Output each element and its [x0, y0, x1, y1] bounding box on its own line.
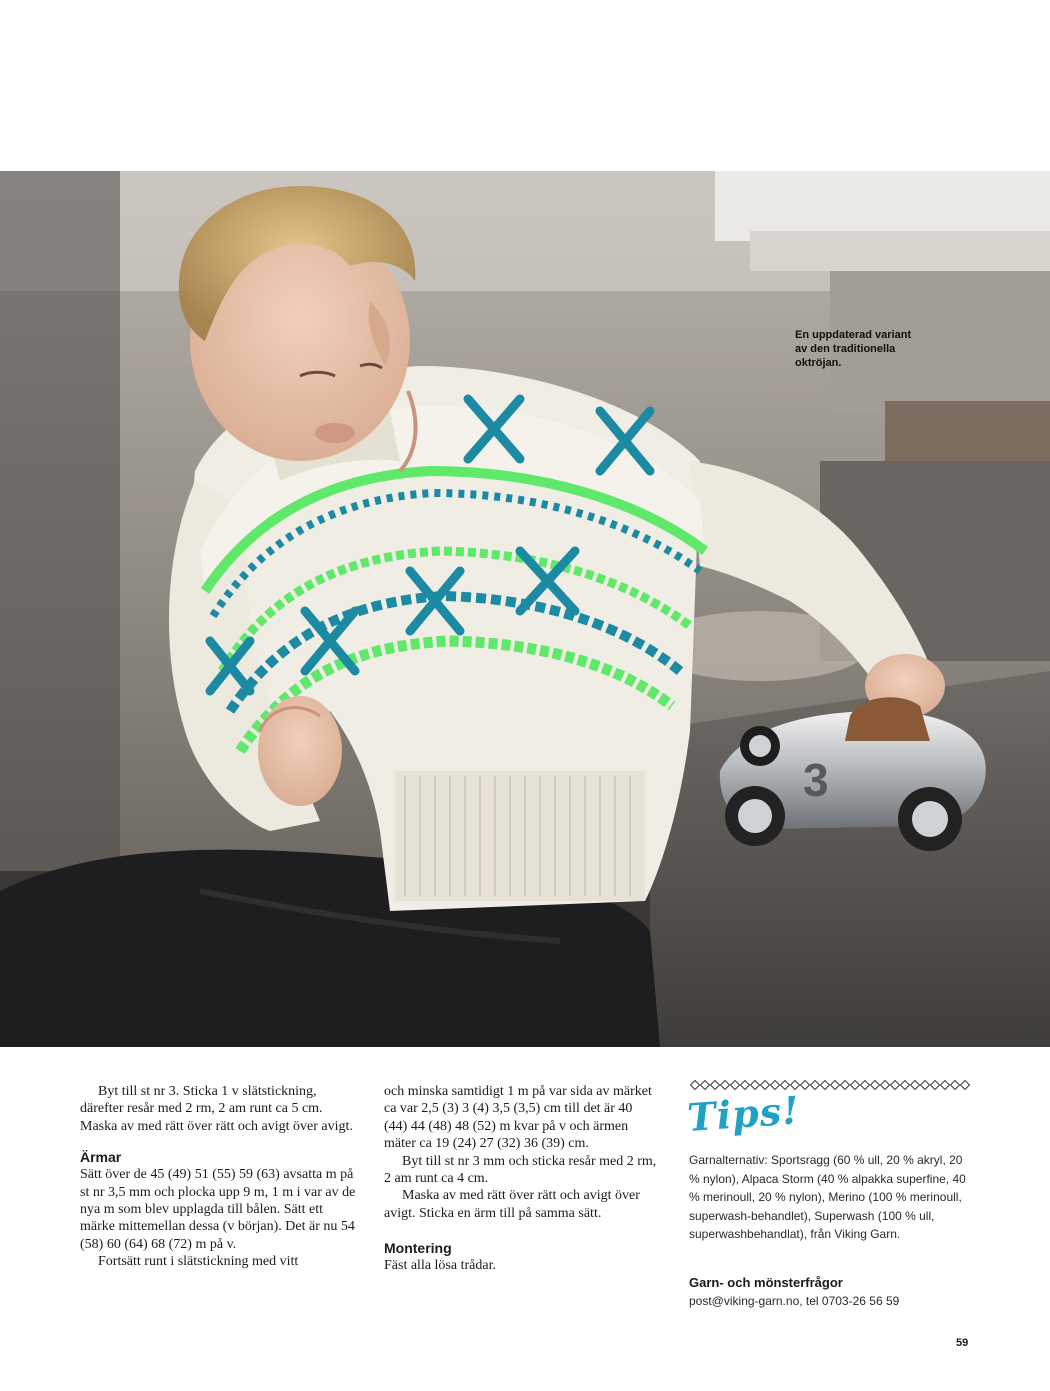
- diamond-ornament: [731, 1081, 740, 1090]
- diamond-ornament: [701, 1081, 710, 1090]
- diamond-ornament: [831, 1081, 840, 1090]
- photo-illustration: [0, 171, 1050, 1047]
- sleeve-paragraph-1: och minska samtidigt 1 m på var sida av märket ca var 2,5 (3) 3 (4) 3,5 (3,5) cm till det är 40 (44) 44 (48) 48 (52) m kvar på v och ärmen mäter ca 19 (24) 27 (32) 36 (39) cm.: [384, 1084, 652, 1152]
- diamond-ornament: [891, 1081, 900, 1090]
- hero-photo: [0, 171, 1050, 1047]
- intro-paragraph: Byt till st nr 3. Sticka 1 v slätstickning, därefter resår med 2 rm, 2 am runt ca 5 cm. Maska av med rätt över rätt och avigt över avigt.: [80, 1084, 353, 1134]
- diamond-ornament: [861, 1081, 870, 1090]
- diamond-ornament: [841, 1081, 850, 1090]
- tips-title: Tips!: [685, 1087, 802, 1140]
- armar-paragraph-1: Sätt över de 45 (49) 51 (55) 59 (63) avsatta m på st nr 3,5 mm och plocka upp 9 m, 1 m i var av de nya m som blev upplagda till bålen. Sätt ett märke mittemellan dessa (v början). Det är nu 54 (58) 60 (64) 68 (72) m på v.: [80, 1167, 356, 1252]
- diamond-ornament: [931, 1081, 940, 1090]
- diamond-ornament: [901, 1081, 910, 1090]
- photo-caption: [795, 328, 945, 370]
- sleeve-paragraph-3: Maska av med rätt över rätt och avigt över avigt. Sticka en ärm till på samma sätt.: [384, 1188, 640, 1221]
- contact-info: post@viking-garn.no, tel 0703-26 56 59: [689, 1294, 900, 1308]
- car-number: 3: [803, 754, 829, 806]
- page-number: 59: [956, 1337, 969, 1349]
- diamond-ornament: [721, 1081, 730, 1090]
- diamond-ornament: [941, 1081, 950, 1090]
- diamond-ornament: [741, 1081, 750, 1090]
- caption-line-3: oktröjan.: [795, 357, 842, 369]
- diamond-ornament: [911, 1081, 920, 1090]
- text-column-1: [80, 1083, 360, 1271]
- diamond-ornament: [751, 1081, 760, 1090]
- montering-heading: Montering: [384, 1240, 452, 1257]
- diamond-ornament: [801, 1081, 810, 1090]
- diamond-ornament: [851, 1081, 860, 1090]
- tips-diamond-border: [690, 1079, 972, 1091]
- armar-heading: Ärmar: [80, 1149, 122, 1166]
- diamond-ornament: [711, 1081, 720, 1090]
- diamond-ornament: [821, 1081, 830, 1090]
- diamond-ornament: [951, 1081, 960, 1090]
- diamond-ornament: [761, 1081, 770, 1090]
- caption-line-2: av den traditionella: [795, 343, 896, 355]
- diamond-ornament: [691, 1081, 700, 1090]
- montering-paragraph: Fäst alla lösa trådar.: [384, 1258, 496, 1274]
- tips-body: Garnalternativ: Sportsragg (60 % ull, 20 % akryl, 20 % nylon), Alpaca Storm (40 % alpakka superfine, 40 % merinoull, 20 % nylon), Merino (100 % merinoull, superwash-behandlet), Superwash (100 % ull, superwashbehandlat), från Viking Garn.: [689, 1153, 966, 1241]
- diamond-ornament: [881, 1081, 890, 1090]
- diamond-ornament: [921, 1081, 930, 1090]
- contact-heading: Garn- och mönsterfrågor: [689, 1275, 843, 1290]
- caption-line-1: En uppdaterad variant: [795, 329, 912, 341]
- diamond-ornament: [811, 1081, 820, 1090]
- text-column-2: [384, 1083, 659, 1275]
- armar-paragraph-2: Fortsätt runt i slätstickning med vitt: [98, 1254, 299, 1270]
- sleeve-paragraph-2: Byt till st nr 3 mm och sticka resår med 2 rm, 2 am runt ca 4 cm.: [384, 1153, 657, 1187]
- diamond-ornament: [961, 1081, 970, 1090]
- diamond-ornament: [871, 1081, 880, 1090]
